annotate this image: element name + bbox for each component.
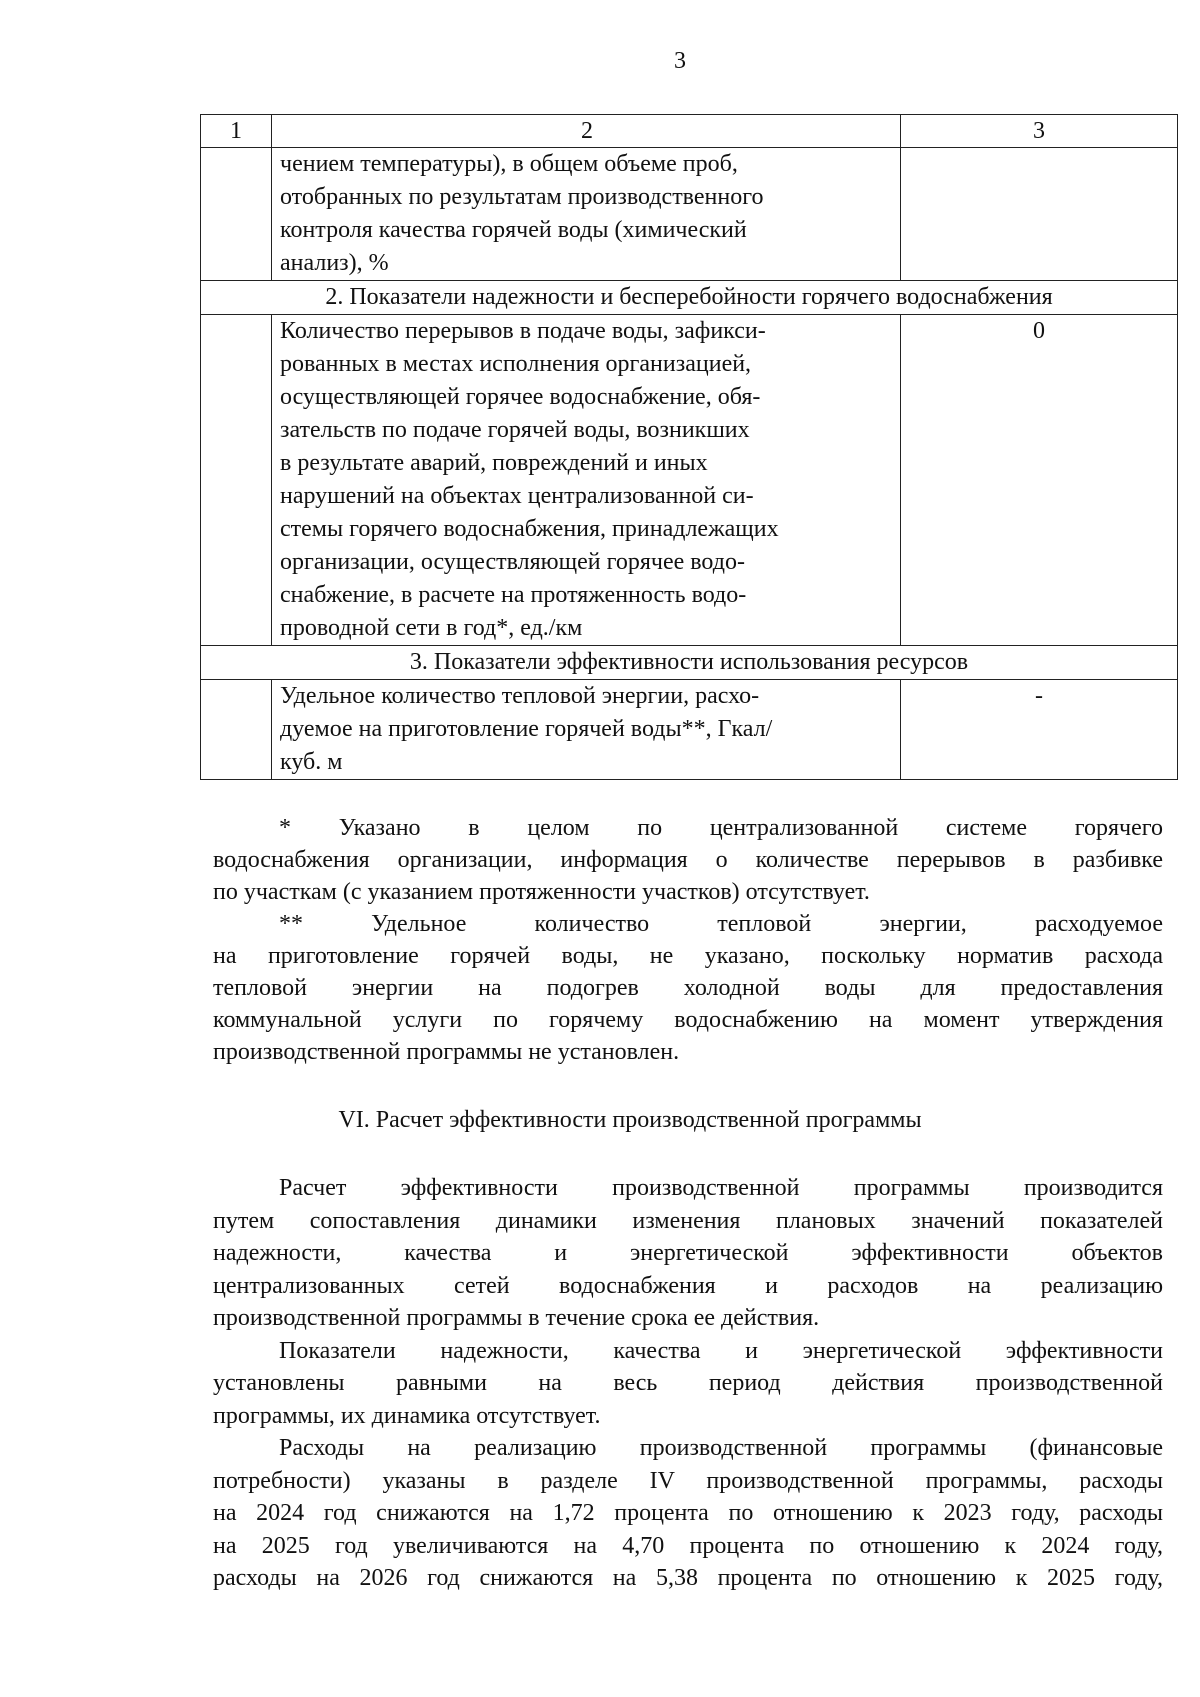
footnote-line: по участкам (с указанием протяженности участков) отсутствует. bbox=[213, 879, 870, 905]
value-cell: - bbox=[901, 680, 1178, 780]
footnote-1 bbox=[213, 812, 1163, 908]
paragraph-2 bbox=[213, 1335, 1163, 1433]
paragraph-line: путем сопоставления динамики изменения плановых значений показателей bbox=[213, 1207, 1163, 1234]
section-2-title: 2. Показатели надежности и бесперебойности горячего водоснабжения bbox=[201, 281, 1178, 315]
indicator-line: куб. м bbox=[280, 749, 343, 775]
indicator-cell bbox=[272, 148, 901, 281]
indicator-line: чением температуры), в общем объеме проб, bbox=[280, 151, 738, 177]
footnote-line: ** Удельное количество тепловой энергии, расходуемое bbox=[279, 911, 1163, 937]
footnote-2 bbox=[213, 908, 1163, 1068]
footnote-line: тепловой энергии на подогрев холодной воды для предоставления bbox=[213, 975, 1163, 1001]
footnote-line: водоснабжения организации, информация о количестве перерывов в разбивке bbox=[213, 847, 1163, 873]
section-row bbox=[201, 281, 1178, 315]
indicators-table bbox=[200, 114, 1178, 780]
paragraph-line: Показатели надежности, качества и энергетической эффективности bbox=[279, 1337, 1163, 1364]
paragraph-line: Расчет эффективности производственной программы производится bbox=[279, 1175, 1163, 1201]
indicator-line: анализ), % bbox=[280, 250, 389, 276]
footnotes bbox=[213, 812, 1163, 1068]
indicator-line: контроля качества горячей воды (химический bbox=[280, 217, 747, 243]
section-3-title: 3. Показатели эффективности использования ресурсов bbox=[201, 646, 1178, 680]
indicator-line: осуществляющей горячее водоснабжение, обя- bbox=[280, 384, 761, 410]
paragraph-line: потребности) указаны в разделе IV производственной программы, расходы bbox=[213, 1467, 1163, 1494]
table-row bbox=[201, 315, 1178, 646]
paragraph-line: централизованных сетей водоснабжения и расходов на реализацию bbox=[213, 1272, 1163, 1299]
row-number-cell bbox=[201, 315, 272, 646]
footnote-line: * Указано в целом по централизованной системе горячего bbox=[279, 815, 1163, 841]
indicator-line: Удельное количество тепловой энергии, расхо- bbox=[280, 683, 760, 709]
indicator-line: отобранных по результатам производственного bbox=[280, 184, 764, 210]
section-heading: VI. Расчет эффективности производственной программы bbox=[338, 1107, 922, 1133]
table-header-row bbox=[201, 115, 1178, 148]
paragraph-line: производственной программы в течение срока ее действия. bbox=[213, 1305, 820, 1331]
indicator-line: снабжение, в расчете на протяженность водо- bbox=[280, 582, 747, 608]
paragraph-line: расходы на 2026 год снижаются на 5,38 процента по отношению к 2025 году, bbox=[213, 1565, 1163, 1591]
indicator-line: дуемое на приготовление горячей воды**, Гкал/ bbox=[280, 716, 773, 742]
value-cell: 0 bbox=[901, 315, 1178, 646]
indicator-line: Количество перерывов в подаче воды, зафикси- bbox=[280, 318, 766, 344]
section-row bbox=[201, 646, 1178, 680]
indicator-cell bbox=[272, 315, 901, 646]
paragraph-line: программы, их динамика отсутствует. bbox=[213, 1402, 601, 1429]
paragraph-line: Расходы на реализацию производственной программы (финансовые bbox=[279, 1435, 1163, 1461]
indicator-line: стемы горячего водоснабжения, принадлежащих bbox=[280, 516, 779, 542]
body-text bbox=[213, 1172, 1163, 1595]
page-number: 3 bbox=[674, 48, 686, 74]
indicator-line: зательств по подаче горячей воды, возникших bbox=[280, 417, 750, 443]
indicator-line: рованных в местах исполнения организацией, bbox=[280, 351, 752, 377]
paragraph-line: на 2025 год увеличиваются на 4,70 процента по отношению к 2024 году, bbox=[213, 1532, 1163, 1559]
paragraph-line: установлены равными на весь период действия производственной bbox=[213, 1370, 1163, 1396]
paragraph-line: на 2024 год снижаются на 1,72 процента по отношению к 2023 году, расходы bbox=[213, 1500, 1163, 1526]
value-cell bbox=[901, 148, 1178, 281]
table-row bbox=[201, 680, 1178, 780]
footnote-line: коммунальной услуги по горячему водоснабжению на момент утверждения bbox=[213, 1007, 1163, 1033]
indicator-line: нарушений на объектах централизованной си- bbox=[280, 483, 754, 509]
table-row bbox=[201, 148, 1178, 281]
row-number-cell bbox=[201, 148, 272, 281]
row-number-cell bbox=[201, 680, 272, 780]
paragraph-3 bbox=[213, 1432, 1163, 1595]
indicator-line: организации, осуществляющей горячее водо- bbox=[280, 549, 745, 575]
header-cell-2: 2 bbox=[272, 115, 901, 148]
paragraph-line: надежности, качества и энергетической эффективности объектов bbox=[213, 1240, 1163, 1266]
footnote-line: на приготовление горячей воды, не указано, поскольку норматив расхода bbox=[213, 943, 1163, 969]
header-cell-1: 1 bbox=[201, 115, 272, 148]
footnote-line: производственной программы не установлен. bbox=[213, 1039, 680, 1065]
indicator-cell bbox=[272, 680, 901, 780]
indicator-line: проводной сети в год*, ед./км bbox=[280, 615, 583, 641]
header-cell-3: 3 bbox=[901, 115, 1178, 148]
paragraph-1 bbox=[213, 1172, 1163, 1335]
indicator-line: в результате аварий, повреждений и иных bbox=[280, 450, 708, 476]
